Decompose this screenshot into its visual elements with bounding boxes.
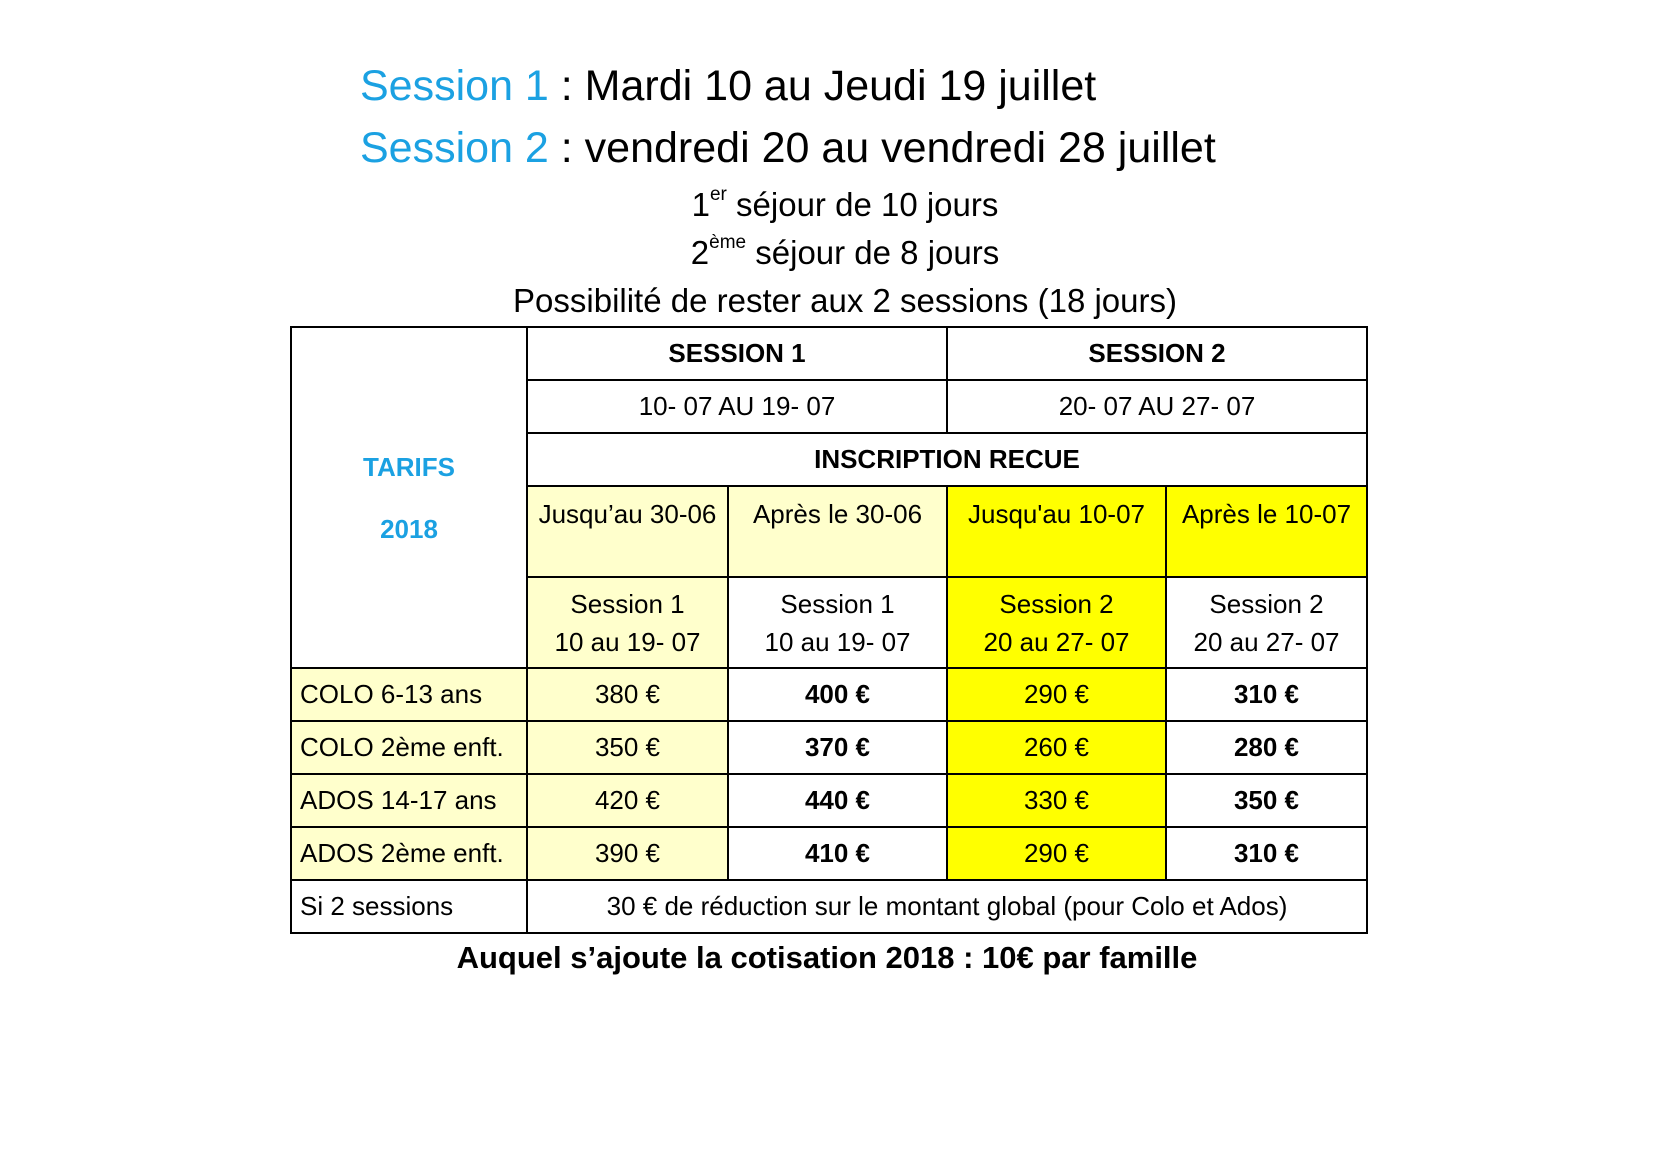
session1-header: SESSION 1 — [527, 327, 947, 380]
session-col-line1: Session 2 — [1209, 588, 1324, 619]
session-col-line1: Session 1 — [780, 588, 895, 619]
price-cell: 440 € — [728, 774, 947, 827]
price-cell: 290 € — [947, 668, 1166, 721]
sejour1-text: séjour de 10 jours — [726, 186, 999, 223]
tarifs-table — [290, 326, 1368, 934]
price-cell: 350 € — [1166, 774, 1367, 827]
tarifs-label-line2: 2018 — [380, 513, 438, 544]
price-cell: 290 € — [947, 827, 1166, 880]
price-cell: 260 € — [947, 721, 1166, 774]
sejour2-sup: ème — [709, 232, 747, 253]
price-cell: 370 € — [728, 721, 947, 774]
sejour1-num: 1 — [691, 186, 710, 223]
session1-text: : Mardi 10 au Jeudi 19 juillet — [548, 62, 1097, 110]
deadline-cell: Jusqu’au 30-06 — [527, 486, 728, 577]
price-cell: 310 € — [1166, 668, 1367, 721]
price-cell: 330 € — [947, 774, 1166, 827]
table-row — [291, 880, 1367, 933]
price-cell: 350 € — [527, 721, 728, 774]
row-label: ADOS 14-17 ans — [291, 774, 527, 827]
session-col-header — [527, 577, 728, 668]
session1-dates: 10- 07 AU 19- 07 — [527, 380, 947, 433]
inscription-header: INSCRIPTION RECUE — [527, 433, 1367, 486]
sejour1-sup: er — [709, 184, 727, 205]
price-cell: 410 € — [728, 827, 947, 880]
sejour2-text: séjour de 8 jours — [746, 234, 1000, 271]
possibilite-line — [0, 282, 1654, 320]
table-row — [291, 774, 1367, 827]
tarifs-title — [291, 327, 527, 668]
price-cell: 280 € — [1166, 721, 1367, 774]
session-col-line2: 10 au 19- 07 — [554, 626, 701, 657]
footer-note: Auquel s’ajoute la cotisation 2018 : 10€ par famille — [456, 940, 1198, 975]
row-label: ADOS 2ème enft. — [291, 827, 527, 880]
price-cell: 400 € — [728, 668, 947, 721]
table-row — [291, 668, 1367, 721]
session-col-line2: 10 au 19- 07 — [764, 626, 911, 657]
session-col-line2: 20 au 27- 07 — [983, 626, 1130, 657]
session1-prefix: Session 1 — [360, 62, 549, 110]
price-cell: 380 € — [527, 668, 728, 721]
deadline-cell: Après le 10-07 — [1166, 486, 1367, 577]
row-label: COLO 6-13 ans — [291, 668, 527, 721]
sejour2-num: 2 — [690, 234, 710, 271]
session-col-line2: 20 au 27- 07 — [1193, 626, 1340, 657]
price-cell: 310 € — [1166, 827, 1367, 880]
deadline-cell: Jusqu'au 10-07 — [947, 486, 1166, 577]
sejour2-line — [0, 234, 1654, 272]
deadline-cell: Après le 30-06 — [728, 486, 947, 577]
two-sessions-label: Si 2 sessions — [291, 880, 527, 933]
session-col-line1: Session 1 — [570, 588, 685, 619]
session2-line — [360, 124, 1216, 173]
sejour1-line — [0, 186, 1654, 224]
two-sessions-text: 30 € de réduction sur le montant global (pour Colo et Ados) — [527, 880, 1367, 933]
session-col-header — [728, 577, 947, 668]
session2-dates: 20- 07 AU 27- 07 — [947, 380, 1367, 433]
possibilite-text: Possibilité de rester aux 2 sessions (18 jours) — [513, 282, 1177, 319]
session2-header: SESSION 2 — [947, 327, 1367, 380]
session-col-header — [1166, 577, 1367, 668]
price-cell: 390 € — [527, 827, 728, 880]
row-label: COLO 2ème enft. — [291, 721, 527, 774]
table-row — [291, 721, 1367, 774]
session2-text: : vendredi 20 au vendredi 28 juillet — [548, 124, 1216, 172]
session-col-line1: Session 2 — [999, 588, 1114, 619]
session2-prefix: Session 2 — [360, 124, 549, 172]
table-row — [291, 827, 1367, 880]
session1-line — [360, 62, 1096, 111]
session-col-header — [947, 577, 1166, 668]
price-cell: 420 € — [527, 774, 728, 827]
tarifs-label-line1: TARIFS — [363, 451, 455, 482]
